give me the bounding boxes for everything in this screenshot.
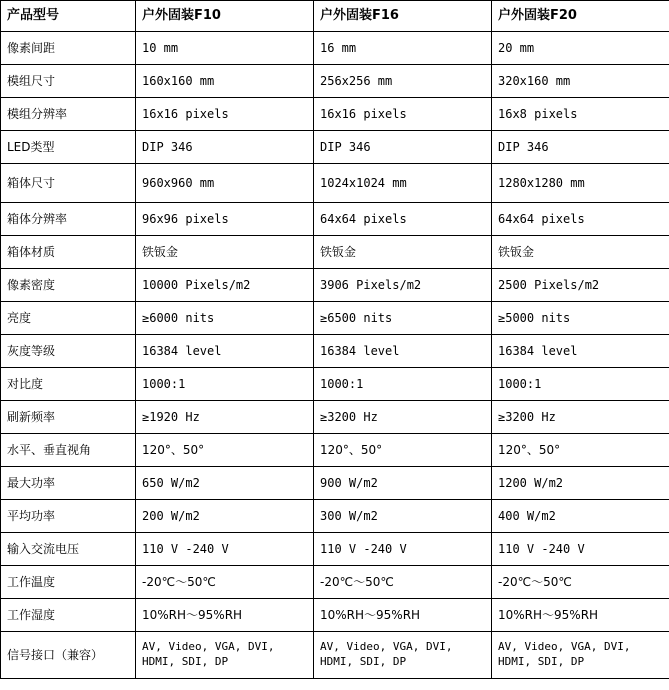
row-value: 110 V -240 V [314, 533, 492, 566]
row-value: 160x160 mm [136, 65, 314, 98]
row-value: 10%RH～95%RH [492, 599, 669, 632]
table-row [1, 566, 669, 599]
row-value: 400 W/m2 [492, 500, 669, 533]
table-row [1, 236, 669, 269]
row-value: 20 mm [492, 32, 669, 65]
row-value: ≥1920 Hz [136, 401, 314, 434]
row-value: 96x96 pixels [136, 203, 314, 236]
table-row [1, 65, 669, 98]
row-value: 1280x1280 mm [492, 164, 669, 203]
column-header-f16: 户外固装F16 [314, 1, 492, 32]
row-value: -20℃～50℃ [314, 566, 492, 599]
column-header-f20: 户外固装F20 [492, 1, 669, 32]
row-value: 64x64 pixels [314, 203, 492, 236]
row-label: 箱体分辨率 [1, 203, 136, 236]
row-value: 3906 Pixels/m2 [314, 269, 492, 302]
row-label: 模组尺寸 [1, 65, 136, 98]
row-label: 工作温度 [1, 566, 136, 599]
row-value: 120°、50° [136, 434, 314, 467]
row-label: 对比度 [1, 368, 136, 401]
row-value: 110 V -240 V [136, 533, 314, 566]
row-value: 256x256 mm [314, 65, 492, 98]
row-value: 650 W/m2 [136, 467, 314, 500]
row-label: 水平、垂直视角 [1, 434, 136, 467]
row-value: 64x64 pixels [492, 203, 669, 236]
table-row [1, 533, 669, 566]
row-value: AV, Video, VGA, DVI, HDMI, SDI, DP [492, 632, 669, 679]
row-label: 信号接口（兼容） [1, 632, 136, 679]
row-value: 320x160 mm [492, 65, 669, 98]
row-value: 16384 level [492, 335, 669, 368]
row-value: -20℃～50℃ [492, 566, 669, 599]
row-value: 10000 Pixels/m2 [136, 269, 314, 302]
row-value: AV, Video, VGA, DVI, HDMI, SDI, DP [136, 632, 314, 679]
table-row [1, 164, 669, 203]
table-row [1, 302, 669, 335]
row-value: DIP 346 [136, 131, 314, 164]
row-label: 模组分辨率 [1, 98, 136, 131]
row-value: 铁钣金 [314, 236, 492, 269]
row-value: ≥6000 nits [136, 302, 314, 335]
row-label: 刷新频率 [1, 401, 136, 434]
row-value: 120°、50° [492, 434, 669, 467]
row-value: 300 W/m2 [314, 500, 492, 533]
row-value: 10 mm [136, 32, 314, 65]
row-label: 输入交流电压 [1, 533, 136, 566]
row-value: 16x8 pixels [492, 98, 669, 131]
row-value: ≥3200 Hz [314, 401, 492, 434]
table-row [1, 98, 669, 131]
row-value: 900 W/m2 [314, 467, 492, 500]
table-row [1, 500, 669, 533]
row-label: 平均功率 [1, 500, 136, 533]
row-value: 10%RH～95%RH [314, 599, 492, 632]
table-row [1, 269, 669, 302]
row-value: 2500 Pixels/m2 [492, 269, 669, 302]
row-value: 120°、50° [314, 434, 492, 467]
row-value: DIP 346 [314, 131, 492, 164]
row-value: 1000:1 [314, 368, 492, 401]
row-label: 工作湿度 [1, 599, 136, 632]
row-value: 200 W/m2 [136, 500, 314, 533]
row-value: 铁钣金 [136, 236, 314, 269]
table-row [1, 434, 669, 467]
table-row [1, 467, 669, 500]
row-value: AV, Video, VGA, DVI, HDMI, SDI, DP [314, 632, 492, 679]
row-value: -20℃～50℃ [136, 566, 314, 599]
row-value: ≥3200 Hz [492, 401, 669, 434]
table-row [1, 203, 669, 236]
row-value: 16 mm [314, 32, 492, 65]
table-row [1, 335, 669, 368]
row-value: 16384 level [314, 335, 492, 368]
column-header-model: 产品型号 [1, 1, 136, 32]
row-value: 1000:1 [136, 368, 314, 401]
row-value: 1024x1024 mm [314, 164, 492, 203]
row-label: 箱体材质 [1, 236, 136, 269]
table-row [1, 131, 669, 164]
row-label: 像素密度 [1, 269, 136, 302]
row-label: 亮度 [1, 302, 136, 335]
row-label: 箱体尺寸 [1, 164, 136, 203]
table-row [1, 32, 669, 65]
row-value: 1200 W/m2 [492, 467, 669, 500]
row-label: LED类型 [1, 131, 136, 164]
row-label: 灰度等级 [1, 335, 136, 368]
row-value: 110 V -240 V [492, 533, 669, 566]
table-row [1, 368, 669, 401]
row-value: 16384 level [136, 335, 314, 368]
row-label: 像素间距 [1, 32, 136, 65]
row-value: DIP 346 [492, 131, 669, 164]
row-value: 16x16 pixels [136, 98, 314, 131]
table-row [1, 401, 669, 434]
row-value: 16x16 pixels [314, 98, 492, 131]
table-header-row [1, 1, 669, 32]
row-value: 1000:1 [492, 368, 669, 401]
row-value: ≥5000 nits [492, 302, 669, 335]
row-value: 960x960 mm [136, 164, 314, 203]
column-header-f10: 户外固装F10 [136, 1, 314, 32]
table-row [1, 632, 669, 679]
row-value: ≥6500 nits [314, 302, 492, 335]
row-label: 最大功率 [1, 467, 136, 500]
row-value: 10%RH～95%RH [136, 599, 314, 632]
row-value: 铁钣金 [492, 236, 669, 269]
table-row [1, 599, 669, 632]
